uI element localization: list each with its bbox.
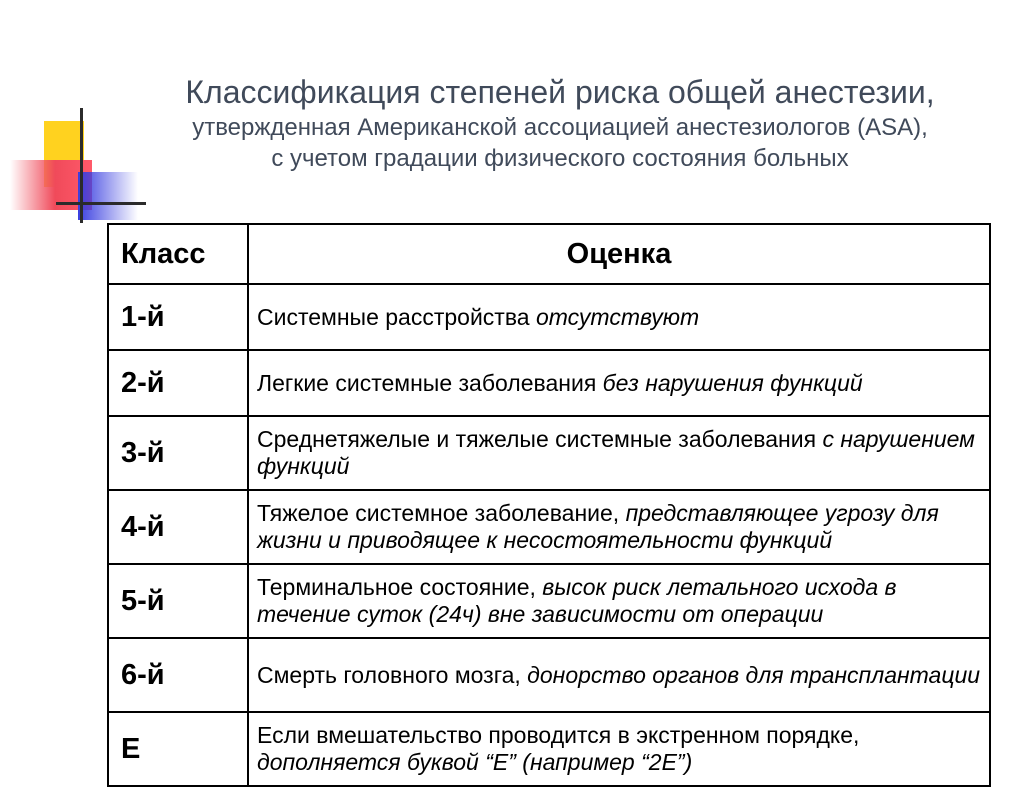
description-italic: высок риск летального исхода в течение суток (24ч) вне зависимости от операции xyxy=(257,574,897,627)
table-row xyxy=(108,564,990,638)
table-row xyxy=(108,490,990,564)
row-description xyxy=(248,564,990,638)
table-row xyxy=(108,712,990,786)
description-italic: донорство органов для трансплантации xyxy=(527,661,981,688)
description-text: Легкие системные заболевания xyxy=(257,369,603,396)
description-text: Среднетяжелые и тяжелые системные заболевания xyxy=(257,426,823,452)
description-italic: без нарушения функций xyxy=(602,369,863,396)
asa-classification-table xyxy=(107,223,991,787)
header-class: Класс xyxy=(108,224,248,284)
description-italic: представляющее угрозу для жизни и приводящее к несостоятельности функций xyxy=(257,500,939,553)
table-row xyxy=(108,350,990,416)
table-row xyxy=(108,638,990,712)
row-description xyxy=(248,416,990,490)
row-description xyxy=(248,638,990,712)
description-text: Смерть головного мозга, xyxy=(257,661,528,688)
header-assessment: Оценка xyxy=(248,224,990,284)
title-line-3: с учетом градации физического состояния больных xyxy=(271,145,849,172)
table-header-row xyxy=(108,224,990,284)
description-text: Системные расстройства xyxy=(257,303,536,330)
row-class: 3-й xyxy=(108,416,248,490)
row-description xyxy=(248,712,990,786)
row-description xyxy=(248,490,990,564)
decorative-vertical-line xyxy=(80,108,83,223)
description-text: Тяжелое системное заболевание, xyxy=(257,500,626,526)
description-italic: дополняется буквой “Е” (например “2Е”) xyxy=(257,749,693,775)
description-text: Терминальное состояние, xyxy=(257,574,543,600)
decorative-horizontal-line xyxy=(56,202,146,205)
row-class: Е xyxy=(108,712,248,786)
row-class: 6-й xyxy=(108,638,248,712)
table-row xyxy=(108,284,990,350)
description-italic: отсутствуют xyxy=(535,303,700,330)
row-class: 2-й xyxy=(108,350,248,416)
title-line-2: утвержденная Американской ассоциацией анестезиологов (ASA), xyxy=(192,114,928,141)
decorative-blue-block xyxy=(78,172,138,220)
row-class: 1-й xyxy=(108,284,248,350)
row-description xyxy=(248,350,990,416)
table-row xyxy=(108,416,990,490)
row-description xyxy=(248,284,990,350)
row-class: 5-й xyxy=(108,564,248,638)
description-italic: с нарушением функций xyxy=(257,426,975,479)
slide-title xyxy=(110,72,1010,174)
description-text: Если вмешательство проводится в экстренном порядке, xyxy=(257,722,860,748)
title-line-1: Классификация степеней риска общей анестезии, xyxy=(185,74,935,110)
row-class: 4-й xyxy=(108,490,248,564)
